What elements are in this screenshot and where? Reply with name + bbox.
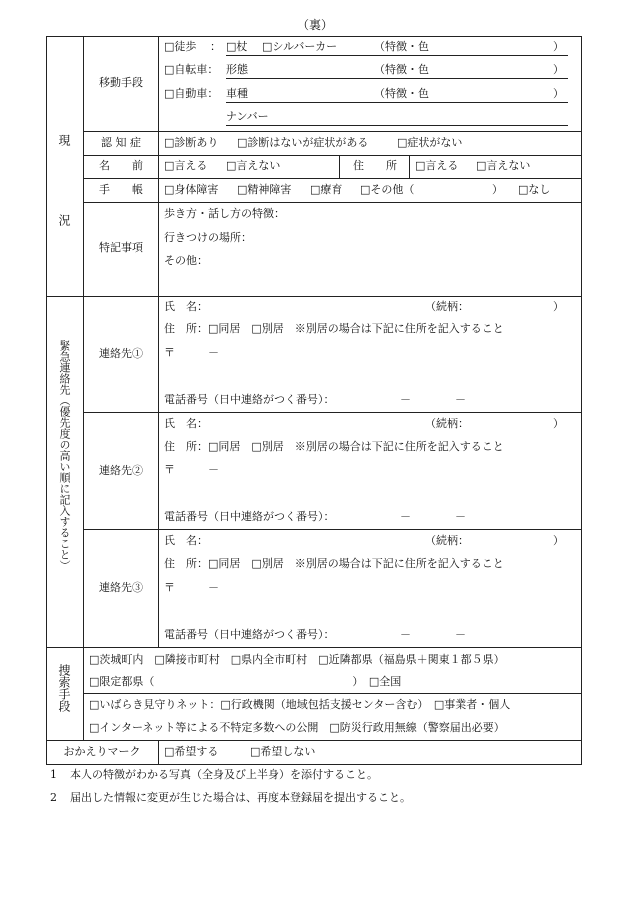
notebook-mental-checkbox[interactable]: □精神障害 — [237, 183, 292, 196]
bicycle-feature-close: ） — [553, 63, 564, 76]
notes-label: 特記事項 — [99, 241, 143, 254]
section-label-emergency: 緊急連絡先（優先度の高い順に記入すること） — [58, 340, 71, 571]
contact3-address: 住 所：□同居 □別居 ※別居の場合は下記に住所を記入すること — [164, 557, 504, 570]
car-checkbox[interactable]: □自動車： — [164, 87, 219, 100]
contact2-label: 連絡先② — [99, 464, 143, 477]
okaeri-mark-label: おかえりマーク — [63, 745, 141, 758]
section-label-search: 捜索手段 — [57, 664, 71, 712]
footnote-2-number: 2 — [50, 791, 57, 804]
contact2-postal: 〒 － — [164, 463, 219, 476]
walk-feature-close: ） — [553, 40, 564, 53]
address-can-say-checkbox[interactable]: □言える — [415, 159, 459, 172]
contact1-name: 氏 名： — [164, 300, 208, 313]
dementia-none-checkbox[interactable]: □症状がない — [397, 136, 463, 149]
car-feature-close: ） — [553, 87, 564, 100]
contact3-phone-dash: － － — [400, 628, 466, 641]
footnote-1-text: 本人の特徴がわかる写真（全身及び上半身）を添付すること。 — [70, 768, 378, 781]
contact2-relation: （続柄： — [425, 417, 469, 430]
dementia-label: 認 知 症 — [101, 136, 141, 149]
bicycle-checkbox[interactable]: □自転車： — [164, 63, 219, 76]
okaeri-mark-nowish-checkbox[interactable]: □希望しない — [250, 745, 316, 758]
address-label: 住 所 — [353, 159, 397, 172]
car-model-label: 車種 — [226, 87, 248, 100]
dementia-symptoms-checkbox[interactable]: □診断はないが症状がある — [237, 136, 369, 149]
mobility-label: 移動手段 — [99, 76, 143, 89]
notebook-label: 手 帳 — [99, 183, 143, 196]
contact3-relation-close: ） — [553, 534, 564, 547]
okaeri-mark-wish-checkbox[interactable]: □希望する — [164, 745, 219, 758]
contact3-phone: 電話番号（日中連絡がつく番号）： — [164, 628, 335, 641]
contact1-phone-dash: － － — [400, 393, 466, 406]
bicycle-type-label: 形態 — [226, 63, 248, 76]
notebook-other-checkbox[interactable]: □その他（ — [360, 183, 415, 196]
contact3-postal: 〒 － — [164, 581, 219, 594]
contact2-name: 氏 名： — [164, 417, 208, 430]
section-label-current-status: 現 況 — [57, 134, 71, 234]
search-mimamori-net[interactable]: □いばらき見守りネット：□行政機関（地域包括支援センター含む） □事業者・個人 — [89, 698, 511, 711]
car-underline — [226, 102, 568, 103]
search-public-broadcast[interactable]: □インターネット等による不特定多数への公開 □防災行政用無線（警察届出必要） — [89, 721, 505, 734]
plate-label: ナンバー — [226, 110, 269, 123]
cane-checkbox[interactable]: □杖 — [226, 40, 248, 53]
plate-underline — [226, 125, 568, 126]
notebook-rehab-checkbox[interactable]: □療育 — [310, 183, 343, 196]
bicycle-feature-label: （特徴・色 — [374, 63, 429, 76]
name-cannot-say-checkbox[interactable]: □言えない — [226, 159, 281, 172]
notes-other: その他： — [164, 254, 208, 267]
walk-feature-label: （特徴・色 — [374, 40, 429, 53]
footnote-1-number: 1 — [50, 768, 57, 781]
contact2-phone-dash: － － — [400, 510, 466, 523]
page-title: （裏） — [296, 18, 334, 32]
walk-checkbox[interactable]: □徒歩 — [164, 40, 197, 53]
notebook-physical-checkbox[interactable]: □身体障害 — [164, 183, 219, 196]
walk-underline — [226, 55, 568, 56]
address-cannot-say-checkbox[interactable]: □言えない — [476, 159, 531, 172]
notebook-other-close: ） — [492, 183, 503, 196]
search-limited-prefecture[interactable]: □限定都県（ ） □全国 — [89, 675, 402, 688]
notes-usual-places: 行きつけの場所： — [164, 231, 252, 244]
contact3-label: 連絡先③ — [99, 581, 143, 594]
search-area-options[interactable]: □茨城町内 □隣接市町村 □県内全市町村 □近隣都県（福島県＋関東１都５県） — [89, 653, 505, 666]
contact2-phone: 電話番号（日中連絡がつく番号）： — [164, 510, 335, 523]
contact1-label: 連絡先① — [99, 347, 143, 360]
bicycle-underline — [226, 78, 568, 79]
notebook-none-checkbox[interactable]: □なし — [518, 183, 551, 196]
name-can-say-checkbox[interactable]: □言える — [164, 159, 208, 172]
contact1-relation-close: ） — [553, 300, 564, 313]
footnote-2-text: 届出した情報に変更が生じた場合は、再度本登録届を提出すること。 — [70, 791, 411, 804]
car-feature-label: （特徴・色 — [374, 87, 429, 100]
contact2-relation-close: ） — [553, 417, 564, 430]
contact3-relation: （続柄： — [425, 534, 469, 547]
contact1-phone: 電話番号（日中連絡がつく番号）： — [164, 393, 335, 406]
contact1-postal: 〒 － — [164, 346, 219, 359]
silver-cart-checkbox[interactable]: □シルバーカー — [262, 40, 338, 53]
contact1-address: 住 所：□同居 □別居 ※別居の場合は下記に住所を記入すること — [164, 322, 504, 335]
name-label: 名 前 — [99, 159, 143, 172]
notes-gait-speech: 歩き方・話し方の特徴： — [164, 207, 285, 220]
contact3-name: 氏 名： — [164, 534, 208, 547]
walk-separator: ： — [210, 40, 221, 53]
contact2-address: 住 所：□同居 □別居 ※別居の場合は下記に住所を記入すること — [164, 440, 504, 453]
dementia-diagnosed-checkbox[interactable]: □診断あり — [164, 136, 219, 149]
contact1-relation: （続柄： — [425, 300, 469, 313]
